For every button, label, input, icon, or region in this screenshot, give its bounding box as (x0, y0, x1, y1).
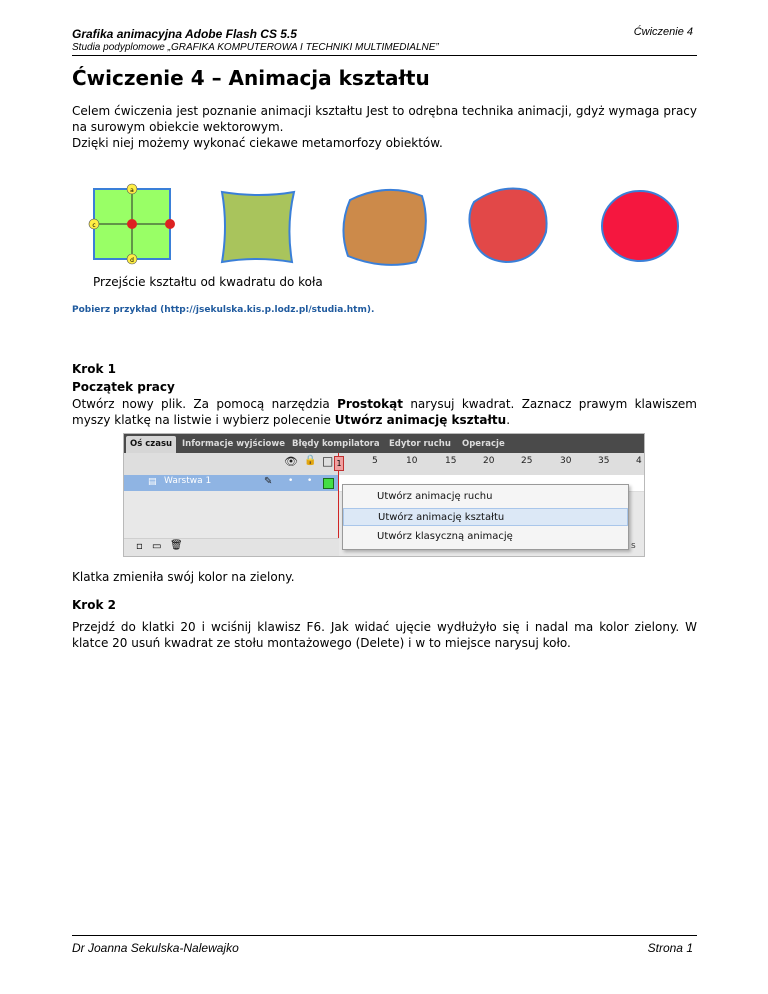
intro-paragraph-2: Dzięki niej możemy wykonać ciekawe metamorfozy obiektów. (72, 136, 443, 150)
header-divider (72, 55, 697, 56)
tab-timeline[interactable]: Oś czasu (126, 436, 176, 453)
ruler-number: 35 (598, 456, 610, 466)
header-title: Grafika animacyjna Adobe Flash CS 5.5 (72, 27, 297, 41)
step-2-label: Krok 2 (72, 598, 116, 612)
layer-toolbar (124, 538, 339, 557)
trash-icon[interactable]: 🗑 (170, 540, 183, 551)
hint-d-label: d (130, 257, 134, 264)
header-subtitle: Studia podyplomowe „GRAFIKA KOMPUTEROWA I TECHNIKI MULTIMEDIALNE” (72, 42, 439, 53)
page-title: Ćwiczenie 4 – Animacja kształtu (72, 66, 430, 90)
footer-divider (72, 935, 697, 936)
frame-ruler (124, 453, 644, 476)
download-link[interactable]: Pobierz przykład (http://jsekulska.kis.p.lodz.pl/studia.htm). (72, 305, 375, 315)
right-point (165, 219, 175, 229)
menu-item-label: Utwórz animację ruchu (377, 491, 493, 502)
ruler-number: 30 (560, 456, 572, 466)
tab-motion-editor[interactable]: Edytor ruchu (389, 439, 451, 449)
tab-compiler-errors[interactable]: Błędy kompilatora (292, 439, 380, 449)
header-exercise-label: Ćwiczenie 4 (633, 26, 693, 38)
morph-shape-3 (343, 190, 425, 265)
step-1-result: Klatka zmieniła swój kolor na zielony. (72, 570, 295, 584)
tool-name-rectangle: Prostokąt (337, 397, 403, 411)
step-1-title: Początek pracy (72, 380, 175, 394)
lock-icon[interactable]: 🔒 (304, 455, 317, 466)
command-name-shape-tween: Utwórz animację kształtu (334, 413, 507, 427)
tab-operations[interactable]: Operacje (462, 439, 505, 449)
truncated-text: s (631, 541, 636, 551)
step-1-text-part: . (506, 413, 511, 427)
hint-a-label: a (130, 187, 134, 194)
menu-item-label: Utwórz animację kształtu (378, 512, 505, 523)
morph-shape-4 (469, 189, 546, 263)
menu-item-classic-tween[interactable] (343, 528, 628, 546)
tab-output[interactable]: Informacje wyjściowe (182, 439, 285, 449)
step-1-text (72, 396, 697, 428)
eye-icon[interactable]: 👁 (284, 455, 298, 468)
playhead-marker[interactable]: 1 (334, 456, 344, 471)
step-1-text-part: narysuj kwadrat. Zaznacz prawym klawiszem myszy klatkę na listwie i wybierz polecenie (72, 397, 697, 427)
step-1-text-part: Otwórz nowy plik. Za pomocą narzędzia (72, 397, 338, 411)
layer-name[interactable]: Warstwa 1 (164, 476, 212, 486)
lock-dot-icon[interactable]: • (307, 476, 313, 486)
hint-c-label: c (92, 222, 96, 229)
ruler-number: 10 (406, 456, 418, 466)
footer-author: Dr Joanna Sekulska-Nalewajko (72, 941, 239, 955)
footer-page-number: Strona 1 (647, 941, 693, 955)
layer-icon: ▤ (148, 477, 157, 487)
menu-item-label: Utwórz klasyczną animację (377, 531, 513, 542)
center-point (127, 219, 137, 229)
timeline-screenshot (123, 433, 645, 557)
step-2-text: Przejdź do klatki 20 i wciśnij klawisz F6. Jak widać ujęcie wydłużyło się i nadal ma kolor zielony. W klatce 20 usuń kwadrat ze stołu montażowego (Delete) i w to miejsce narysuj koło. (72, 620, 697, 650)
context-menu (342, 484, 629, 550)
menu-item-shape-tween[interactable] (343, 508, 628, 526)
timeline-tab-bar (124, 434, 644, 453)
morph-shape-2 (222, 192, 294, 262)
visible-dot-icon[interactable]: • (288, 476, 294, 486)
ruler-number: 15 (445, 456, 457, 466)
outline-icon[interactable]: □ (322, 454, 334, 468)
circle-shape (602, 191, 678, 261)
ruler-number: 5 (372, 456, 378, 466)
layer-color-icon[interactable] (323, 478, 334, 489)
new-folder-icon[interactable]: ▭ (152, 541, 162, 552)
pencil-icon[interactable]: ✎ (264, 476, 273, 487)
ruler-number: 20 (483, 456, 495, 466)
ruler-number: 4 (636, 456, 642, 466)
intro-paragraph: Celem ćwiczenia jest poznanie animacji kształtu Jest to odrębna technika animacji, gdyż wymaga pracy na surowym obiekcie wektorowym. (72, 104, 697, 134)
shape-tween-figure (80, 178, 700, 268)
menu-item-motion-tween[interactable] (343, 488, 628, 506)
step-1-label: Krok 1 (72, 362, 116, 376)
ruler-number: 25 (521, 456, 533, 466)
new-layer-icon[interactable]: ▫ (136, 541, 143, 552)
layer-row[interactable] (124, 475, 339, 491)
figure-caption: Przejście kształtu od kwadratu do koła (93, 275, 323, 289)
